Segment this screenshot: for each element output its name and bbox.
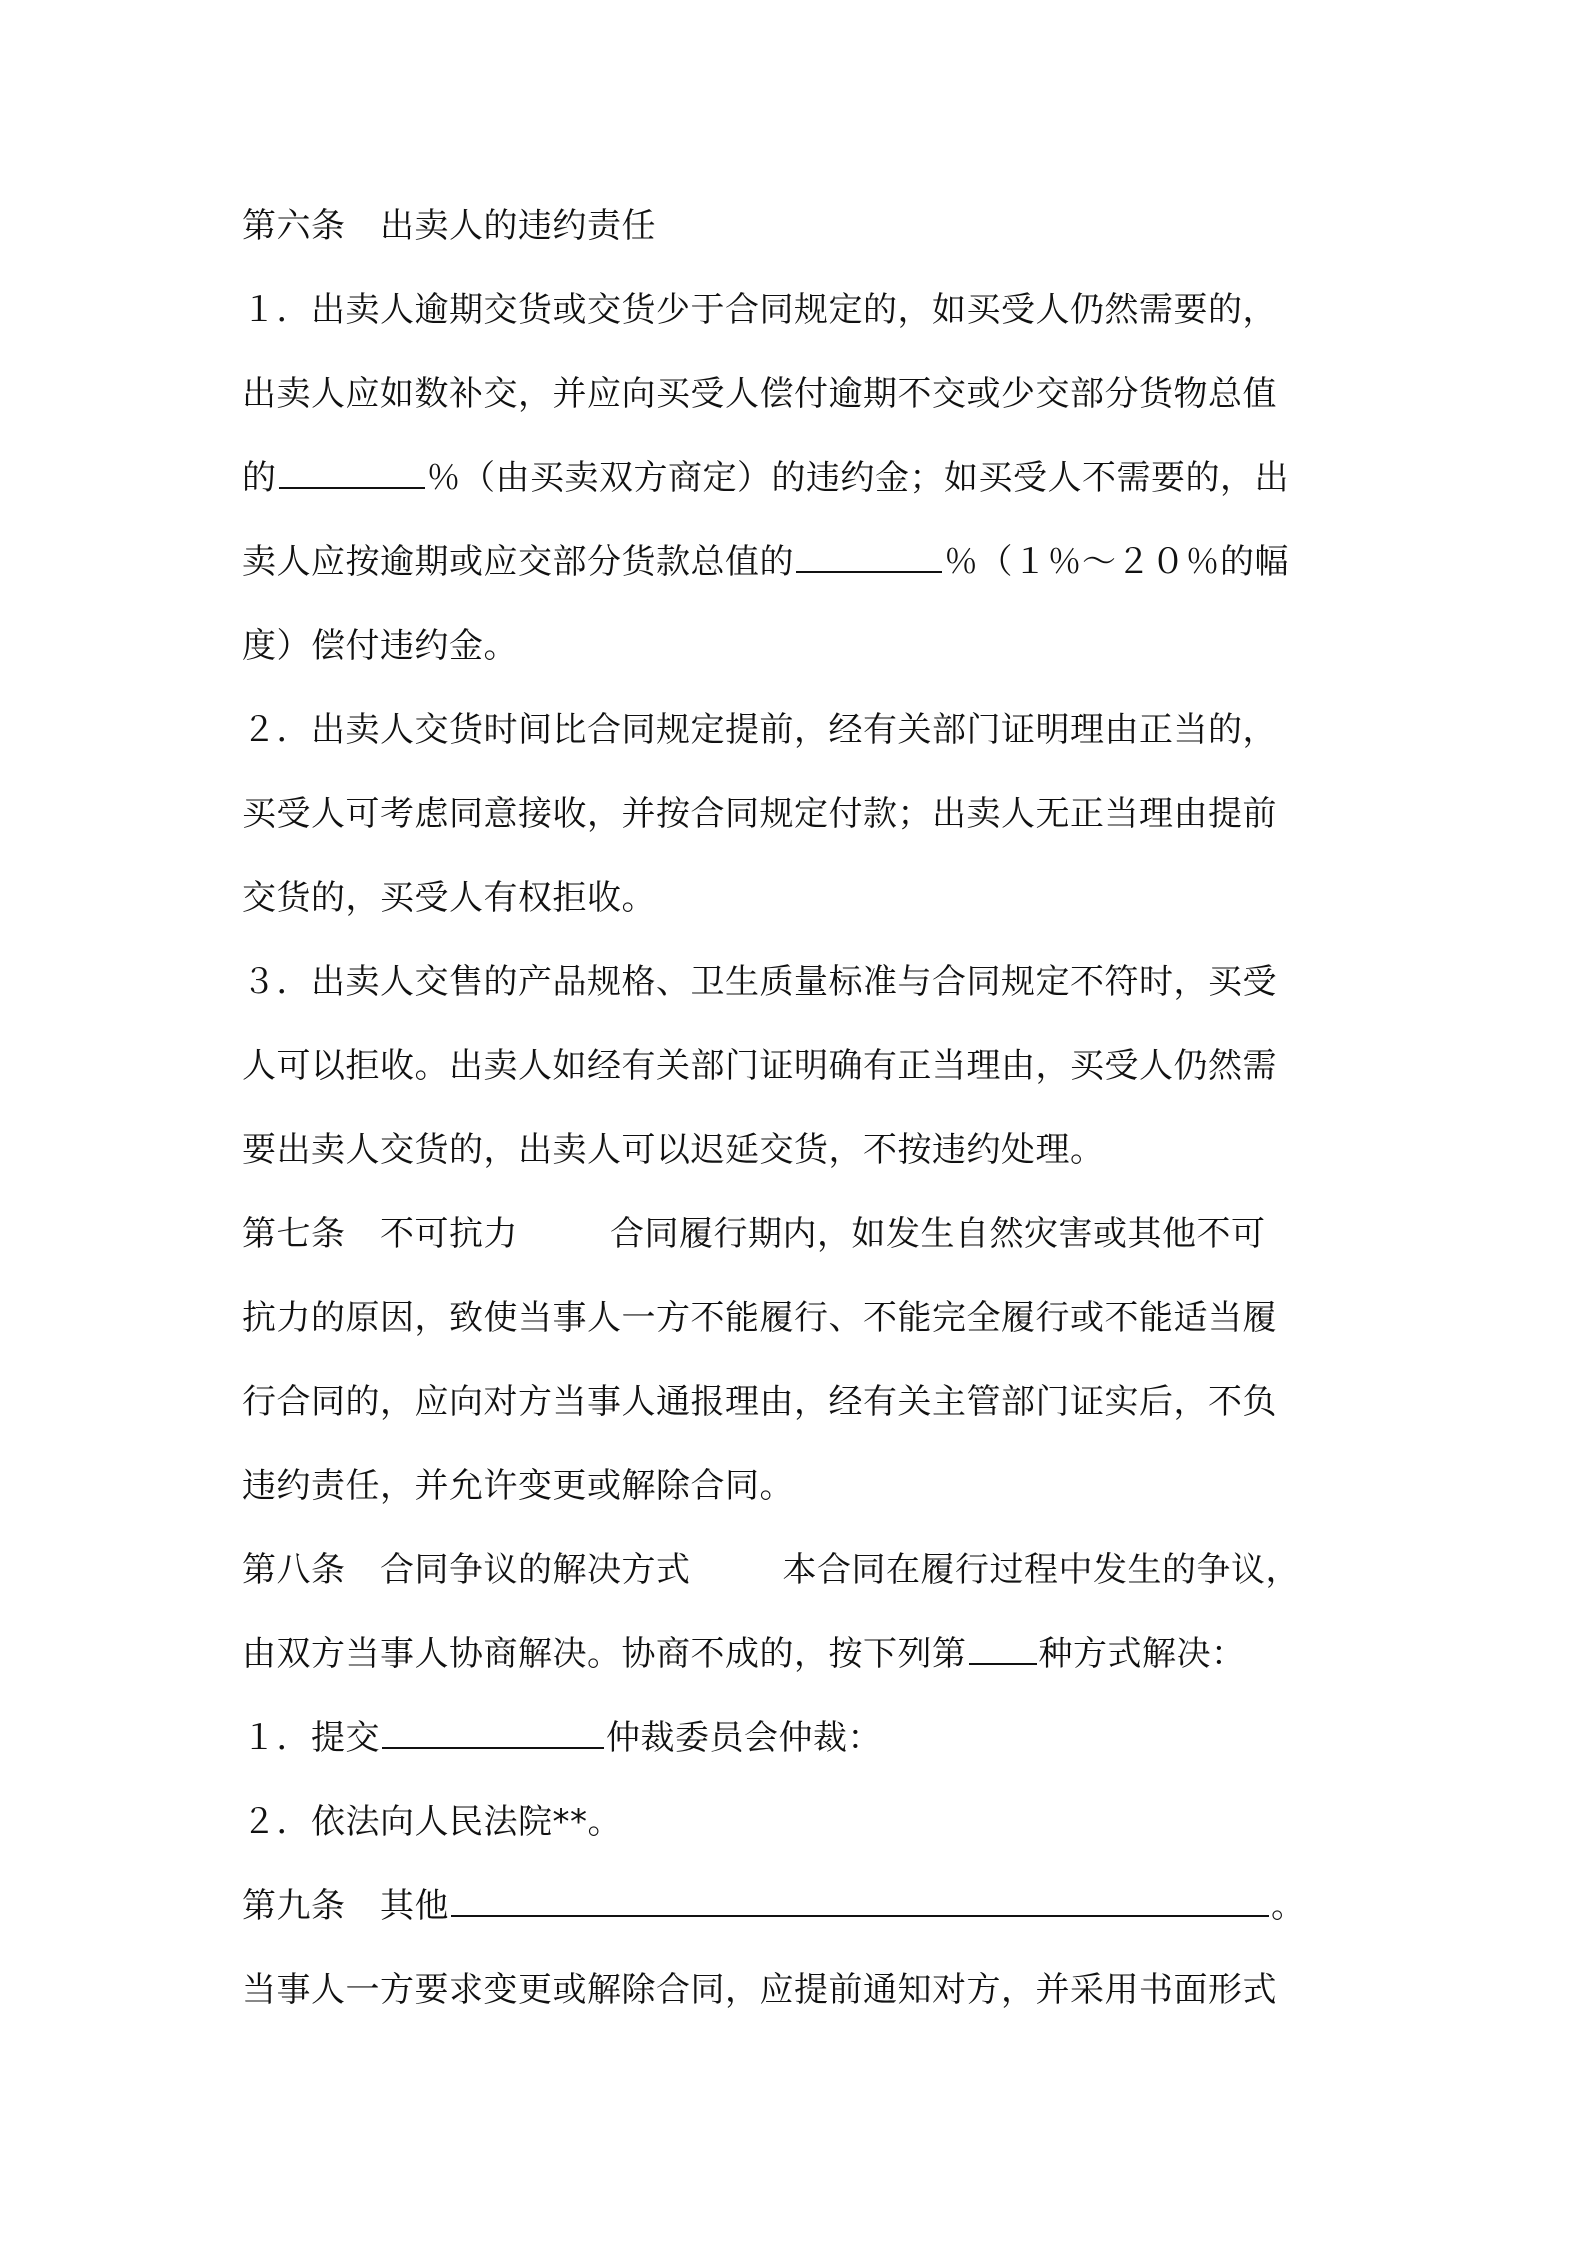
text-segment: ２．依法向人民法院**。 xyxy=(242,1802,622,1842)
article-8-option-2 xyxy=(242,1800,1382,1844)
text-segment: 行合同的，应向对方当事人通报理由，经有关主管部门证实后，不负 xyxy=(242,1382,1277,1422)
text-segment: 的 xyxy=(242,458,277,498)
article-9-line-1 xyxy=(242,1884,1382,1928)
text-segment: １．提交 xyxy=(242,1718,380,1758)
text-segment: 交货的，买受人有权拒收。 xyxy=(242,878,656,918)
article-6-clause-3-line-1 xyxy=(242,960,1382,1004)
text-segment: 。 xyxy=(1271,1886,1306,1926)
article-7-line-4 xyxy=(242,1464,1382,1508)
text-segment: 出卖人应如数补交，并应向买受人偿付逾期不交或少交部分货物总值 xyxy=(242,374,1277,414)
text-segment: 违约责任，并允许变更或解除合同。 xyxy=(242,1466,794,1506)
article-8-option-1 xyxy=(242,1716,1382,1760)
text-segment: 种方式解决： xyxy=(1038,1634,1246,1674)
text-segment: ３．出卖人交售的产品规格、卫生质量标准与合同规定不符时，买受 xyxy=(242,962,1277,1002)
article-6-clause-2-line-3 xyxy=(242,876,1382,920)
text-segment: １．出卖人逾期交货或交货少于合同规定的，如买受人仍然需要的， xyxy=(242,290,1277,330)
article-6-clause-1-line-5 xyxy=(242,624,1382,668)
text-segment: ％（１％～２０％的幅 xyxy=(944,542,1289,582)
article-6-clause-2-line-2 xyxy=(242,792,1382,836)
article-6-clause-2-line-1 xyxy=(242,708,1382,752)
text-segment: 由双方当事人协商解决。协商不成的，按下列第 xyxy=(242,1634,967,1674)
text-segment: 第六条 出卖人的违约责任 xyxy=(242,206,656,246)
article-6-clause-3-line-3 xyxy=(242,1128,1382,1172)
article-6-clause-1-line-1 xyxy=(242,288,1382,332)
article-6-clause-3-line-2 xyxy=(242,1044,1382,1088)
text-segment: 买受人可考虑同意接收，并按合同规定付款；出卖人无正当理由提前 xyxy=(242,794,1277,834)
text-segment: 第八条 合同争议的解决方式 xyxy=(242,1550,691,1590)
text-segment: 仲裁委员会仲裁： xyxy=(606,1718,882,1758)
text-segment: ２．出卖人交货时间比合同规定提前，经有关部门证明理由正当的， xyxy=(242,710,1277,750)
article-8-line-1 xyxy=(242,1548,1382,1592)
article-7-line-1 xyxy=(242,1212,1382,1256)
text-segment: ％（由买卖双方商定）的违约金；如买受人不需要的，出 xyxy=(426,458,1289,498)
fill-in-blank[interactable] xyxy=(279,457,425,489)
text-segment: 人可以拒收。出卖人如经有关部门证明确有正当理由，买受人仍然需 xyxy=(242,1046,1277,1086)
text-segment: 本合同在履行过程中发生的争议， xyxy=(782,1550,1300,1590)
fill-in-blank[interactable] xyxy=(451,1885,1269,1917)
text-segment: 卖人应按逾期或应交部分货款总值的 xyxy=(242,542,794,582)
fill-in-blank[interactable] xyxy=(796,541,942,573)
article-6-clause-1-line-4 xyxy=(242,540,1382,584)
article-6-heading xyxy=(242,204,1382,248)
article-7-line-3 xyxy=(242,1380,1382,1424)
article-6-clause-1-line-2 xyxy=(242,372,1382,416)
fill-in-blank[interactable] xyxy=(382,1717,604,1749)
text-segment: 第七条 不可抗力 xyxy=(242,1214,518,1254)
text-segment: 要出卖人交货的，出卖人可以迟延交货，不按违约处理。 xyxy=(242,1130,1105,1170)
text-segment: 当事人一方要求变更或解除合同，应提前通知对方，并采用书面形式 xyxy=(242,1970,1277,2010)
article-9-line-2 xyxy=(242,1968,1382,2012)
article-7-line-2 xyxy=(242,1296,1382,1340)
text-segment: 度）偿付违约金。 xyxy=(242,626,518,666)
text-segment: 合同履行期内，如发生自然灾害或其他不可 xyxy=(610,1214,1266,1254)
article-8-line-2 xyxy=(242,1632,1382,1676)
text-segment: 第九条 其他 xyxy=(242,1886,449,1926)
fill-in-blank[interactable] xyxy=(969,1633,1037,1665)
article-6-clause-1-line-3 xyxy=(242,456,1382,500)
text-segment: 抗力的原因，致使当事人一方不能履行、不能完全履行或不能适当履 xyxy=(242,1298,1277,1338)
